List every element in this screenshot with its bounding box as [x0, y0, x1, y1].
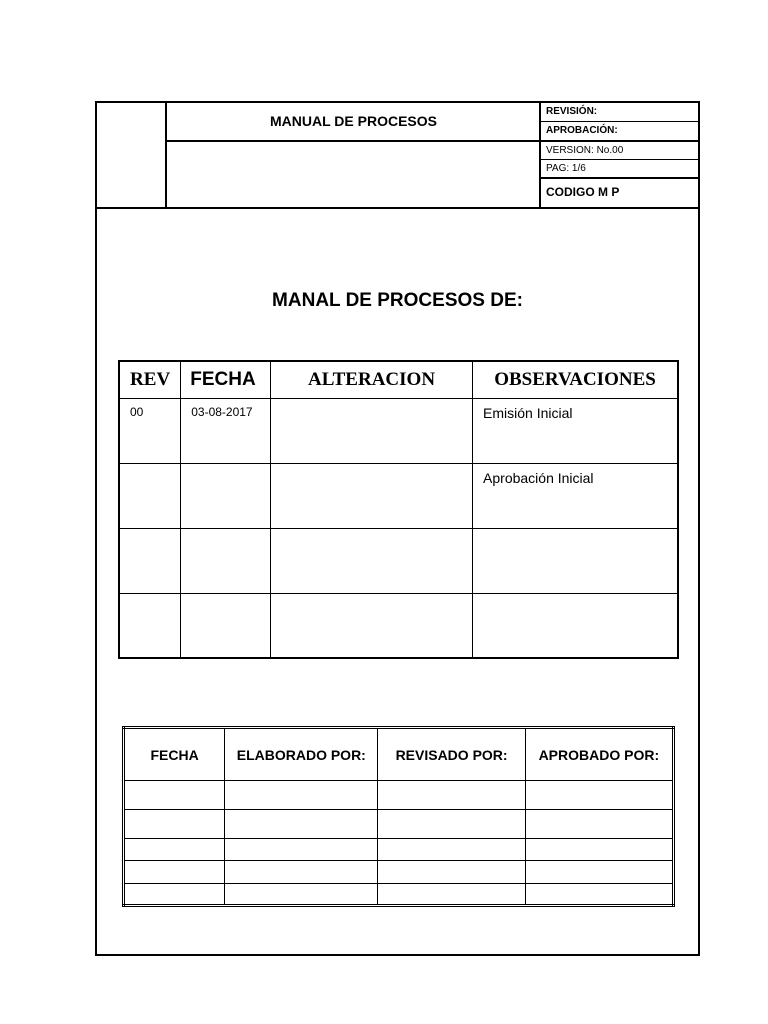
document-title: MANAL DE PROCESOS DE: — [272, 290, 523, 311]
revisions-table — [118, 360, 679, 659]
table-row — [124, 810, 674, 839]
rev-value — [120, 529, 180, 535]
observaciones-cell — [473, 463, 678, 528]
rev-cell — [119, 398, 181, 463]
observaciones-cell — [473, 528, 678, 593]
sig-cell — [225, 810, 378, 839]
signatures-header-row — [124, 728, 674, 781]
observaciones-value — [473, 594, 677, 600]
table-row — [124, 839, 674, 861]
signatures-table — [122, 726, 675, 907]
sig-cell — [378, 810, 525, 839]
header-meta-line-1 — [539, 121, 700, 122]
header-rev-label: REV — [130, 368, 171, 390]
observaciones-cell — [473, 398, 678, 463]
alteracion-value — [271, 464, 472, 470]
fecha-value: 03-08-2017 — [191, 404, 253, 419]
sig-cell — [225, 884, 378, 906]
fecha-cell — [181, 528, 271, 593]
sig-cell — [124, 839, 225, 861]
fecha-value — [181, 594, 270, 600]
rev-value — [120, 464, 180, 470]
table-row — [119, 398, 678, 463]
aprobacion-label: APROBACIÓN: — [546, 125, 618, 136]
sig-cell — [124, 884, 225, 906]
sig-cell — [378, 884, 525, 906]
alteracion-cell — [271, 528, 473, 593]
sig-header-elaborado: ELABORADO POR: — [225, 728, 378, 781]
header-alteracion-label: ALTERACION — [307, 368, 436, 390]
header-meta-line-2 — [539, 159, 700, 160]
rev-cell — [119, 528, 181, 593]
header-meta-line-3 — [539, 177, 700, 179]
header-fecha-label: FECHA — [190, 368, 256, 390]
sig-cell — [124, 810, 225, 839]
rev-value: 00 — [130, 404, 144, 419]
alteracion-value — [271, 399, 472, 405]
table-row — [124, 884, 674, 906]
alteracion-value — [271, 529, 472, 535]
fecha-value — [181, 464, 270, 470]
sig-header-revisado: REVISADO POR: — [378, 728, 525, 781]
version-label: VERSION: No.00 — [546, 145, 624, 156]
observaciones-value: Emisión Inicial — [483, 404, 573, 421]
alteracion-cell — [271, 463, 473, 528]
table-row — [119, 463, 678, 528]
rev-cell — [119, 593, 181, 658]
fecha-value — [181, 529, 270, 535]
sig-cell — [378, 781, 525, 810]
alteracion-value — [271, 594, 472, 600]
sig-cell — [225, 861, 378, 884]
fecha-cell — [181, 463, 271, 528]
fecha-cell — [181, 593, 271, 658]
header-observaciones-label: OBSERVACIONES — [494, 368, 656, 390]
header-rev — [119, 361, 181, 398]
page-number: PAG: 1/6 — [546, 163, 586, 174]
fecha-cell — [181, 398, 271, 463]
sig-header-fecha: FECHA — [124, 728, 225, 781]
sig-cell — [124, 861, 225, 884]
sig-cell — [378, 861, 525, 884]
table-row — [124, 781, 674, 810]
sig-cell — [378, 839, 525, 861]
rev-cell — [119, 463, 181, 528]
header-title: MANUAL DE PROCESOS — [270, 113, 437, 129]
alteracion-cell — [271, 593, 473, 658]
sig-header-aprobado: APROBADO POR: — [525, 728, 673, 781]
table-row — [119, 593, 678, 658]
sig-cell — [525, 884, 673, 906]
sig-cell — [525, 810, 673, 839]
header-fecha — [181, 361, 271, 398]
codigo-label: CODIGO M P — [546, 185, 620, 199]
table-row — [119, 528, 678, 593]
header-observaciones — [473, 361, 678, 398]
alteracion-cell — [271, 398, 473, 463]
observaciones-value: Aprobación Inicial — [483, 469, 594, 486]
observaciones-value — [473, 529, 677, 535]
rev-value — [120, 594, 180, 600]
revision-label: REVISIÓN: — [546, 106, 598, 117]
revisions-header-row — [119, 361, 678, 398]
header-alteracion — [271, 361, 473, 398]
sig-cell — [225, 839, 378, 861]
sig-cell — [124, 781, 225, 810]
observaciones-cell — [473, 593, 678, 658]
sig-cell — [225, 781, 378, 810]
sig-cell — [525, 861, 673, 884]
sig-cell — [525, 781, 673, 810]
table-row — [124, 861, 674, 884]
sig-cell — [525, 839, 673, 861]
